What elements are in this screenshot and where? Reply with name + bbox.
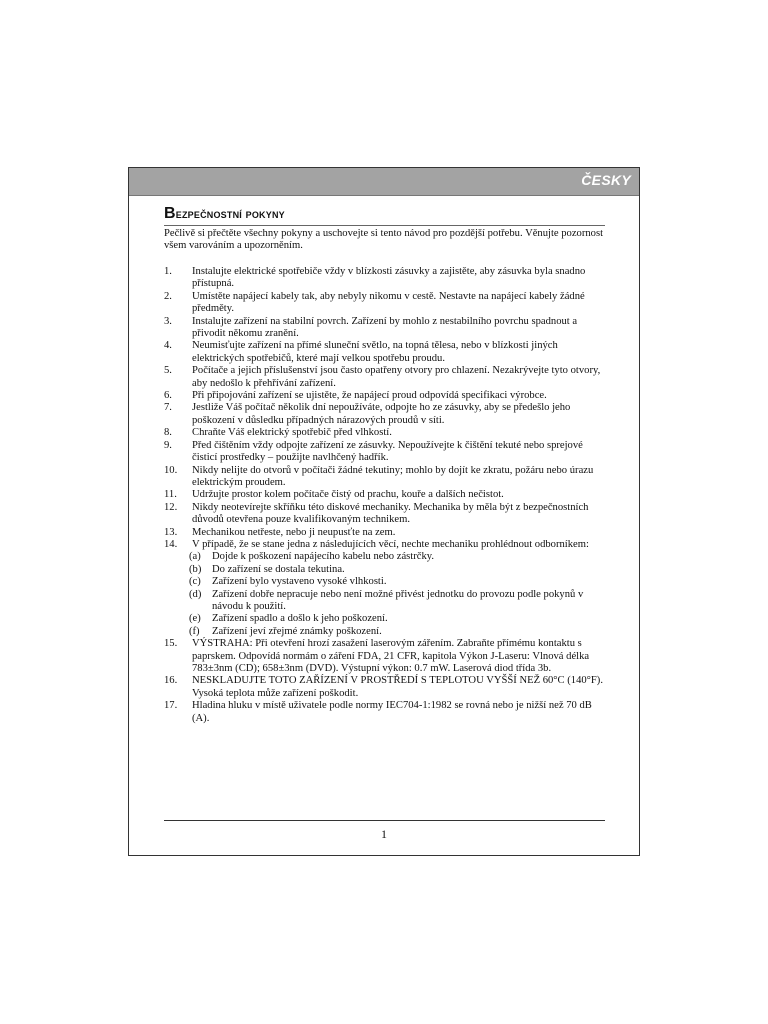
language-bar: [129, 168, 639, 196]
list-item: [164, 390, 606, 402]
list-item-number: 12.: [164, 501, 178, 513]
list-item: [164, 502, 606, 527]
sub-list-item-letter: (a): [189, 551, 201, 563]
sub-list-item-text: Zařízení dobře nepracuje nebo není možné přivést jednotku do provozu podle pokynů v návodu k použití.: [212, 588, 584, 612]
list-item-text: Jestliže Váš počítač několik dní nepoužíváte, odpojte ho ze zásuvky, aby se předešlo jeho poškození v důsledku případných nárazových proudů v síti.: [192, 402, 571, 426]
list-item-text: Nikdy nelijte do otvorů v počítači žádné tekutiny; mohlo by dojít ke zkratu, požáru nebo úrazu elektrickým proudem.: [192, 464, 594, 488]
list-item-text: NESKLADUJTE TOTO ZAŘÍZENÍ V PROSTŘEDÍ S TEPLOTOU VYŠŠÍ NEŽ 60°C (140°F). Vysoká teplota může zařízení poškodit.: [192, 675, 603, 699]
sub-list-item: [189, 551, 606, 563]
manual-page: [128, 167, 640, 856]
list-item-number: 7.: [164, 402, 172, 414]
list-item-number: 15.: [164, 638, 178, 650]
list-item-number: 16.: [164, 675, 178, 687]
sub-list-item-letter: (e): [189, 613, 201, 625]
list-item: [164, 638, 606, 675]
list-item-text: Udržujte prostor kolem počítače čistý od prachu, kouře a dalších nečistot.: [192, 489, 504, 501]
list-item: [164, 700, 606, 725]
section-title-initial: B: [164, 205, 176, 222]
list-item-text: Instalujte elektrické spotřebiče vždy v blízkosti zásuvky a zajistěte, aby zásuvka byla snadno přístupná.: [192, 266, 586, 290]
list-item-number: 13.: [164, 526, 178, 538]
list-item-text: Neumisťujte zařízení na přímé sluneční světlo, na topná tělesa, nebo v blízkosti jiných elektrických spotřebičů, které mají velkou spotřebu proudu.: [192, 340, 558, 364]
list-item-number: 3.: [164, 315, 172, 327]
list-item: [164, 365, 606, 390]
list-item-text: Před čištěním vždy odpojte zařízení ze zásuvky. Nepoužívejte k čištění tekuté nebo sprejové čisticí prostředky – použijte navlhčený hadřík.: [192, 439, 583, 464]
list-item-number: 2.: [164, 290, 172, 302]
list-item-text: VÝSTRAHA: Při otevření hrozí zasažení laserovým zářením. Zabraňte přímému kontaktu s paprskem. Odpovídá normám o záření FDA, 21 CFR, kapitola Výkon J-Laseru: Vlnová délka 783±3nm (CD); 658±3nm (DVD). Výstupní výkon: 0.7 mW. Laserová diod třída 3b.: [192, 638, 590, 674]
list-item: [164, 427, 606, 439]
list-item: [164, 465, 606, 490]
list-item-number: 9.: [164, 439, 172, 451]
list-item: [164, 440, 606, 465]
sub-list-item-letter: (b): [189, 563, 202, 575]
list-item-text: Nikdy neotevírejte skříňku této diskové mechaniky. Mechanika by měla být z bezpečnostních důvodů otevřena pouze kvalifikovaným technikem.: [192, 501, 589, 526]
sub-list-item-text: Zařízení bylo vystaveno vysoké vlhkosti.: [212, 576, 387, 588]
sub-list-item-letter: (c): [189, 576, 201, 588]
list-item: [164, 489, 606, 501]
sub-list-item: [189, 576, 606, 588]
list-item-number: 14.: [164, 538, 178, 550]
sub-list-item: [189, 589, 606, 614]
footer-rule: [164, 820, 605, 821]
list-item: [164, 266, 606, 291]
section-title-rest: ezpečnostní pokyny: [175, 207, 285, 221]
list-item-number: 8.: [164, 427, 172, 439]
list-item: [164, 675, 606, 700]
sub-list-item-text: Zařízení jeví zřejmé známky poškození.: [212, 625, 382, 637]
list-item-number: 6.: [164, 390, 172, 402]
sub-list-item-letter: (d): [189, 588, 202, 600]
list-item-number: 5.: [164, 365, 172, 377]
list-item: [164, 539, 606, 638]
list-item-number: 4.: [164, 340, 172, 352]
list-item-text: Chraňte Váš elektrický spotřebič před vlhkostí.: [192, 427, 392, 439]
sub-list-item-text: Do zařízení se dostala tekutina.: [212, 563, 345, 575]
sub-list-item: [189, 564, 606, 576]
section-title: [164, 205, 285, 223]
list-item: [164, 316, 606, 341]
list-item-text: Instalujte zařízení na stabilní povrch. Zařízení by mohlo z nestabilního povrchu spadnout a přivodit někomu zranění.: [192, 315, 578, 340]
sub-list-item: [189, 613, 606, 625]
list-item-text: Umístěte napájecí kabely tak, aby nebyly nikomu v cestě. Nestavte na napájecí kabely žádné předměty.: [192, 290, 585, 315]
sub-list-item: [189, 626, 606, 638]
language-label: ČESKY: [581, 172, 631, 188]
list-item-text: Mechanikou netřeste, nebo ji neupusťte na zem.: [192, 526, 396, 538]
list-item-number: 1.: [164, 266, 172, 277]
list-item-text: V případě, že se stane jedna z následujících věcí, nechte mechaniku prohlédnout odborníkem:: [192, 538, 589, 550]
list-item-number: 17.: [164, 700, 178, 712]
page-number: 1: [381, 827, 387, 841]
sub-list-item-text: Zařízení spadlo a došlo k jeho poškození.: [212, 613, 388, 625]
list-item: [164, 402, 606, 427]
sub-list-item-letter: (f): [189, 625, 200, 637]
list-item-number: 10.: [164, 464, 178, 476]
list-item-text: Hladina hluku v místě uživatele podle normy IEC704-1:1982 se rovná nebo je nižší než 70 dB (A).: [192, 700, 592, 724]
list-item: [164, 340, 606, 365]
sub-list-item-text: Dojde k poškození napájecího kabelu nebo zástrčky.: [212, 551, 434, 563]
list-item-text: Počítače a jejich příslušenství jsou často opatřeny otvory pro chlazení. Nezakrývejte tyto otvory, aby nedošlo k přehřívání zařízení.: [192, 365, 601, 389]
list-item: [164, 291, 606, 316]
sub-list: [189, 551, 606, 638]
list-item-text: Při připojování zařízení se ujistěte, že napájecí proud odpovídá specifikaci výrobce.: [192, 390, 547, 402]
safety-instructions-list: [164, 266, 606, 725]
title-underline: [164, 225, 605, 226]
list-item: [164, 527, 606, 539]
intro-paragraph: Pečlivě si přečtěte všechny pokyny a uschovejte si tento návod pro pozdější potřebu. Věnujte pozornost všem varováním a upozorněním.: [164, 228, 604, 252]
list-item-number: 11.: [164, 489, 177, 501]
